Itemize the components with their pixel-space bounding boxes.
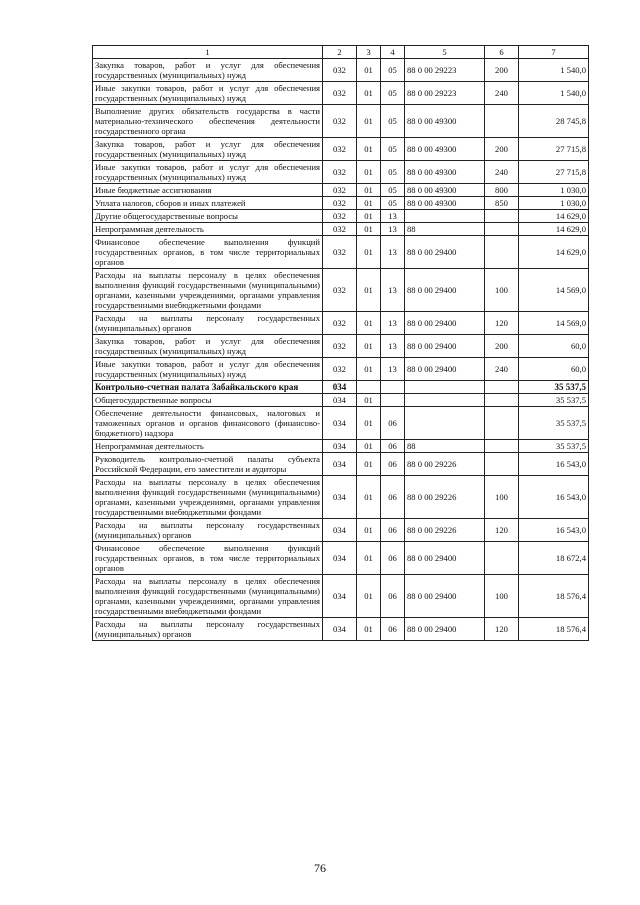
row-name-cell: Непрограммная деятельность xyxy=(93,223,323,236)
subsection-code-cell: 05 xyxy=(381,138,405,161)
table-row xyxy=(93,138,589,161)
section-code-cell: 01 xyxy=(357,312,381,335)
table-row xyxy=(93,161,589,184)
expense-type-cell xyxy=(485,453,519,476)
document-page xyxy=(92,45,588,641)
header-cell: 1 xyxy=(93,46,323,59)
expense-type-cell xyxy=(485,381,519,394)
table-row xyxy=(93,394,589,407)
amount-cell: 14 569,0 xyxy=(519,312,589,335)
subsection-code-cell: 13 xyxy=(381,269,405,312)
target-article-cell: 88 0 00 49300 xyxy=(405,184,485,197)
section-code-cell: 01 xyxy=(357,407,381,440)
target-article-cell: 88 0 00 29400 xyxy=(405,358,485,381)
table-row xyxy=(93,358,589,381)
target-article-cell xyxy=(405,210,485,223)
section-code-cell: 01 xyxy=(357,82,381,105)
row-name-cell: Иные закупки товаров, работ и услуг для обеспечения государственных (муниципальных) нужд xyxy=(93,358,323,381)
subsection-code-cell: 06 xyxy=(381,519,405,542)
row-name-cell: Общегосударственные вопросы xyxy=(93,394,323,407)
row-name-cell: Руководитель контрольно-счетной палаты субъекта Российской Федерации, его заместители и аудиторы xyxy=(93,453,323,476)
row-name-cell: Иные закупки товаров, работ и услуг для обеспечения государственных (муниципальных) нужд xyxy=(93,82,323,105)
table-row xyxy=(93,184,589,197)
subsection-code-cell: 13 xyxy=(381,210,405,223)
amount-cell: 14 569,0 xyxy=(519,269,589,312)
section-code-cell: 01 xyxy=(357,269,381,312)
amount-cell: 16 543,0 xyxy=(519,476,589,519)
target-article-cell: 88 0 00 29400 xyxy=(405,335,485,358)
table-row xyxy=(93,269,589,312)
row-name-cell: Закупка товаров, работ и услуг для обеспечения государственных (муниципальных) нужд xyxy=(93,335,323,358)
target-article-cell: 88 0 00 49300 xyxy=(405,105,485,138)
header-cell: 4 xyxy=(381,46,405,59)
subsection-code-cell: 05 xyxy=(381,59,405,82)
expense-type-cell: 240 xyxy=(485,358,519,381)
header-cell: 2 xyxy=(323,46,357,59)
row-name-cell: Расходы на выплаты персоналу в целях обеспечения выполнения функций государственными (муниципальными) органами, казенными учреждениями, органами управления государственными внебюджетными фондами xyxy=(93,575,323,618)
ministry-code-cell: 032 xyxy=(323,138,357,161)
row-name-cell: Другие общегосударственные вопросы xyxy=(93,210,323,223)
header-cell: 7 xyxy=(519,46,589,59)
target-article-cell: 88 0 00 29400 xyxy=(405,312,485,335)
row-name-cell: Расходы на выплаты персоналу государственных (муниципальных) органов xyxy=(93,519,323,542)
row-name-cell: Уплата налогов, сборов и иных платежей xyxy=(93,197,323,210)
subsection-code-cell: 13 xyxy=(381,236,405,269)
ministry-code-cell: 034 xyxy=(323,394,357,407)
subsection-code-cell: 05 xyxy=(381,184,405,197)
ministry-code-cell: 032 xyxy=(323,223,357,236)
row-name-cell: Иные бюджетные ассигнования xyxy=(93,184,323,197)
table-row xyxy=(93,197,589,210)
section-code-cell: 01 xyxy=(357,197,381,210)
amount-cell: 18 576,4 xyxy=(519,618,589,641)
amount-cell: 1 540,0 xyxy=(519,59,589,82)
subsection-code-cell: 13 xyxy=(381,358,405,381)
subsection-code-cell: 06 xyxy=(381,542,405,575)
ministry-code-cell: 034 xyxy=(323,440,357,453)
row-name-cell: Расходы на выплаты персоналу государственных (муниципальных) органов xyxy=(93,618,323,641)
expense-type-cell xyxy=(485,105,519,138)
ministry-code-cell: 034 xyxy=(323,519,357,542)
amount-cell: 14 629,0 xyxy=(519,210,589,223)
row-name-cell: Финансовое обеспечение выполнения функций государственных органов, в том числе территориальных органов xyxy=(93,236,323,269)
target-article-cell: 88 xyxy=(405,440,485,453)
subsection-code-cell xyxy=(381,394,405,407)
ministry-code-cell: 032 xyxy=(323,236,357,269)
row-name-cell: Финансовое обеспечение выполнения функций государственных органов, в том числе территориальных органов xyxy=(93,542,323,575)
section-code-cell xyxy=(357,381,381,394)
ministry-code-cell: 034 xyxy=(323,381,357,394)
expense-type-cell xyxy=(485,394,519,407)
subsection-code-cell: 06 xyxy=(381,476,405,519)
section-code-cell: 01 xyxy=(357,59,381,82)
ministry-code-cell: 032 xyxy=(323,358,357,381)
expense-type-cell: 120 xyxy=(485,618,519,641)
page-number: 76 xyxy=(314,861,326,875)
header-cell: 5 xyxy=(405,46,485,59)
target-article-cell: 88 0 00 29223 xyxy=(405,82,485,105)
subsection-code-cell xyxy=(381,381,405,394)
expense-type-cell xyxy=(485,542,519,575)
target-article-cell: 88 0 00 49300 xyxy=(405,138,485,161)
table-row xyxy=(93,575,589,618)
expense-type-cell: 240 xyxy=(485,161,519,184)
target-article-cell: 88 0 00 29400 xyxy=(405,618,485,641)
expense-type-cell: 200 xyxy=(485,335,519,358)
subsection-code-cell: 13 xyxy=(381,312,405,335)
amount-cell: 28 745,8 xyxy=(519,105,589,138)
section-code-cell: 01 xyxy=(357,542,381,575)
subsection-code-cell: 05 xyxy=(381,105,405,138)
expense-type-cell: 200 xyxy=(485,138,519,161)
ministry-code-cell: 034 xyxy=(323,476,357,519)
table-body xyxy=(93,59,589,641)
subsection-code-cell: 13 xyxy=(381,223,405,236)
target-article-cell: 88 0 00 29400 xyxy=(405,236,485,269)
ministry-code-cell: 032 xyxy=(323,82,357,105)
section-code-cell: 01 xyxy=(357,223,381,236)
amount-cell: 60,0 xyxy=(519,335,589,358)
amount-cell: 1 030,0 xyxy=(519,197,589,210)
ministry-code-cell: 032 xyxy=(323,161,357,184)
expense-type-cell: 100 xyxy=(485,476,519,519)
expense-type-cell: 240 xyxy=(485,82,519,105)
ministry-code-cell: 032 xyxy=(323,210,357,223)
row-name-cell: Обеспечение деятельности финансовых, налоговых и таможенных органов и органов финансового (финансово-бюджетного) надзора xyxy=(93,407,323,440)
ministry-code-cell: 032 xyxy=(323,269,357,312)
ministry-code-cell: 032 xyxy=(323,105,357,138)
target-article-cell: 88 0 00 29226 xyxy=(405,476,485,519)
expense-type-cell xyxy=(485,210,519,223)
amount-cell: 27 715,8 xyxy=(519,161,589,184)
table-row xyxy=(93,82,589,105)
table-row xyxy=(93,381,589,394)
row-name-cell: Расходы на выплаты персоналу в целях обеспечения выполнения функций государственными (муниципальными) органами, казенными учреждениями, органами управления государственными внебюджетными фондами xyxy=(93,476,323,519)
subsection-code-cell: 05 xyxy=(381,197,405,210)
amount-cell: 18 672,4 xyxy=(519,542,589,575)
target-article-cell: 88 0 00 29223 xyxy=(405,59,485,82)
row-name-cell: Закупка товаров, работ и услуг для обеспечения государственных (муниципальных) нужд xyxy=(93,59,323,82)
expense-type-cell: 100 xyxy=(485,575,519,618)
expense-type-cell: 100 xyxy=(485,269,519,312)
target-article-cell: 88 0 00 29400 xyxy=(405,269,485,312)
target-article-cell: 88 0 00 49300 xyxy=(405,161,485,184)
subsection-code-cell: 05 xyxy=(381,161,405,184)
amount-cell: 27 715,8 xyxy=(519,138,589,161)
section-code-cell: 01 xyxy=(357,476,381,519)
section-code-cell: 01 xyxy=(357,105,381,138)
section-code-cell: 01 xyxy=(357,161,381,184)
row-name-cell: Контрольно-счетная палата Забайкальского края xyxy=(93,381,323,394)
amount-cell: 16 543,0 xyxy=(519,453,589,476)
row-name-cell: Выполнение других обязательств государства в части материально-технического обеспечения деятельности государственного органа xyxy=(93,105,323,138)
amount-cell: 16 543,0 xyxy=(519,519,589,542)
target-article-cell xyxy=(405,381,485,394)
section-code-cell: 01 xyxy=(357,453,381,476)
section-code-cell: 01 xyxy=(357,335,381,358)
expense-type-cell: 200 xyxy=(485,59,519,82)
expense-type-cell: 800 xyxy=(485,184,519,197)
table-row xyxy=(93,223,589,236)
target-article-cell: 88 0 00 29226 xyxy=(405,453,485,476)
amount-cell: 1 540,0 xyxy=(519,82,589,105)
target-article-cell: 88 0 00 49300 xyxy=(405,197,485,210)
ministry-code-cell: 032 xyxy=(323,335,357,358)
section-code-cell: 01 xyxy=(357,519,381,542)
row-name-cell: Закупка товаров, работ и услуг для обеспечения государственных (муниципальных) нужд xyxy=(93,138,323,161)
amount-cell: 35 537,5 xyxy=(519,381,589,394)
subsection-code-cell: 06 xyxy=(381,618,405,641)
subsection-code-cell: 05 xyxy=(381,82,405,105)
amount-cell: 35 537,5 xyxy=(519,394,589,407)
ministry-code-cell: 034 xyxy=(323,407,357,440)
subsection-code-cell: 06 xyxy=(381,575,405,618)
row-name-cell: Расходы на выплаты персоналу государственных (муниципальных) органов xyxy=(93,312,323,335)
table-row xyxy=(93,335,589,358)
ministry-code-cell: 034 xyxy=(323,618,357,641)
table-row xyxy=(93,440,589,453)
header-cell: 3 xyxy=(357,46,381,59)
table-header-row xyxy=(93,46,589,59)
table-row xyxy=(93,210,589,223)
subsection-code-cell: 13 xyxy=(381,335,405,358)
header-cell: 6 xyxy=(485,46,519,59)
table-row xyxy=(93,312,589,335)
table-row xyxy=(93,59,589,82)
target-article-cell: 88 0 00 29226 xyxy=(405,519,485,542)
subsection-code-cell: 06 xyxy=(381,453,405,476)
section-code-cell: 01 xyxy=(357,210,381,223)
table-row xyxy=(93,105,589,138)
ministry-code-cell: 034 xyxy=(323,453,357,476)
target-article-cell xyxy=(405,407,485,440)
row-name-cell: Расходы на выплаты персоналу в целях обеспечения выполнения функций государственными (муниципальными) органами, казенными учреждениями, органами управления государственными внебюджетными фондами xyxy=(93,269,323,312)
table-row xyxy=(93,542,589,575)
expense-type-cell xyxy=(485,407,519,440)
section-code-cell: 01 xyxy=(357,394,381,407)
target-article-cell: 88 0 00 29400 xyxy=(405,542,485,575)
amount-cell: 18 576,4 xyxy=(519,575,589,618)
expense-type-cell: 120 xyxy=(485,312,519,335)
amount-cell: 35 537,5 xyxy=(519,407,589,440)
expense-type-cell: 120 xyxy=(485,519,519,542)
table-row xyxy=(93,453,589,476)
section-code-cell: 01 xyxy=(357,358,381,381)
expense-type-cell xyxy=(485,223,519,236)
target-article-cell: 88 0 00 29400 xyxy=(405,575,485,618)
table-row xyxy=(93,618,589,641)
subsection-code-cell: 06 xyxy=(381,440,405,453)
table-row xyxy=(93,476,589,519)
row-name-cell: Непрограммная деятельность xyxy=(93,440,323,453)
amount-cell: 60,0 xyxy=(519,358,589,381)
ministry-code-cell: 032 xyxy=(323,184,357,197)
section-code-cell: 01 xyxy=(357,618,381,641)
ministry-code-cell: 034 xyxy=(323,542,357,575)
section-code-cell: 01 xyxy=(357,184,381,197)
ministry-code-cell: 032 xyxy=(323,197,357,210)
amount-cell: 35 537,5 xyxy=(519,440,589,453)
budget-table xyxy=(92,45,589,641)
ministry-code-cell: 032 xyxy=(323,59,357,82)
subsection-code-cell: 06 xyxy=(381,407,405,440)
amount-cell: 14 629,0 xyxy=(519,223,589,236)
section-code-cell: 01 xyxy=(357,575,381,618)
table-row xyxy=(93,519,589,542)
section-code-cell: 01 xyxy=(357,236,381,269)
amount-cell: 14 629,0 xyxy=(519,236,589,269)
section-code-cell: 01 xyxy=(357,138,381,161)
ministry-code-cell: 034 xyxy=(323,575,357,618)
table-row xyxy=(93,236,589,269)
target-article-cell xyxy=(405,394,485,407)
amount-cell: 1 030,0 xyxy=(519,184,589,197)
expense-type-cell xyxy=(485,236,519,269)
ministry-code-cell: 032 xyxy=(323,312,357,335)
target-article-cell: 88 xyxy=(405,223,485,236)
expense-type-cell: 850 xyxy=(485,197,519,210)
row-name-cell: Иные закупки товаров, работ и услуг для обеспечения государственных (муниципальных) нужд xyxy=(93,161,323,184)
section-code-cell: 01 xyxy=(357,440,381,453)
expense-type-cell xyxy=(485,440,519,453)
table-row xyxy=(93,407,589,440)
